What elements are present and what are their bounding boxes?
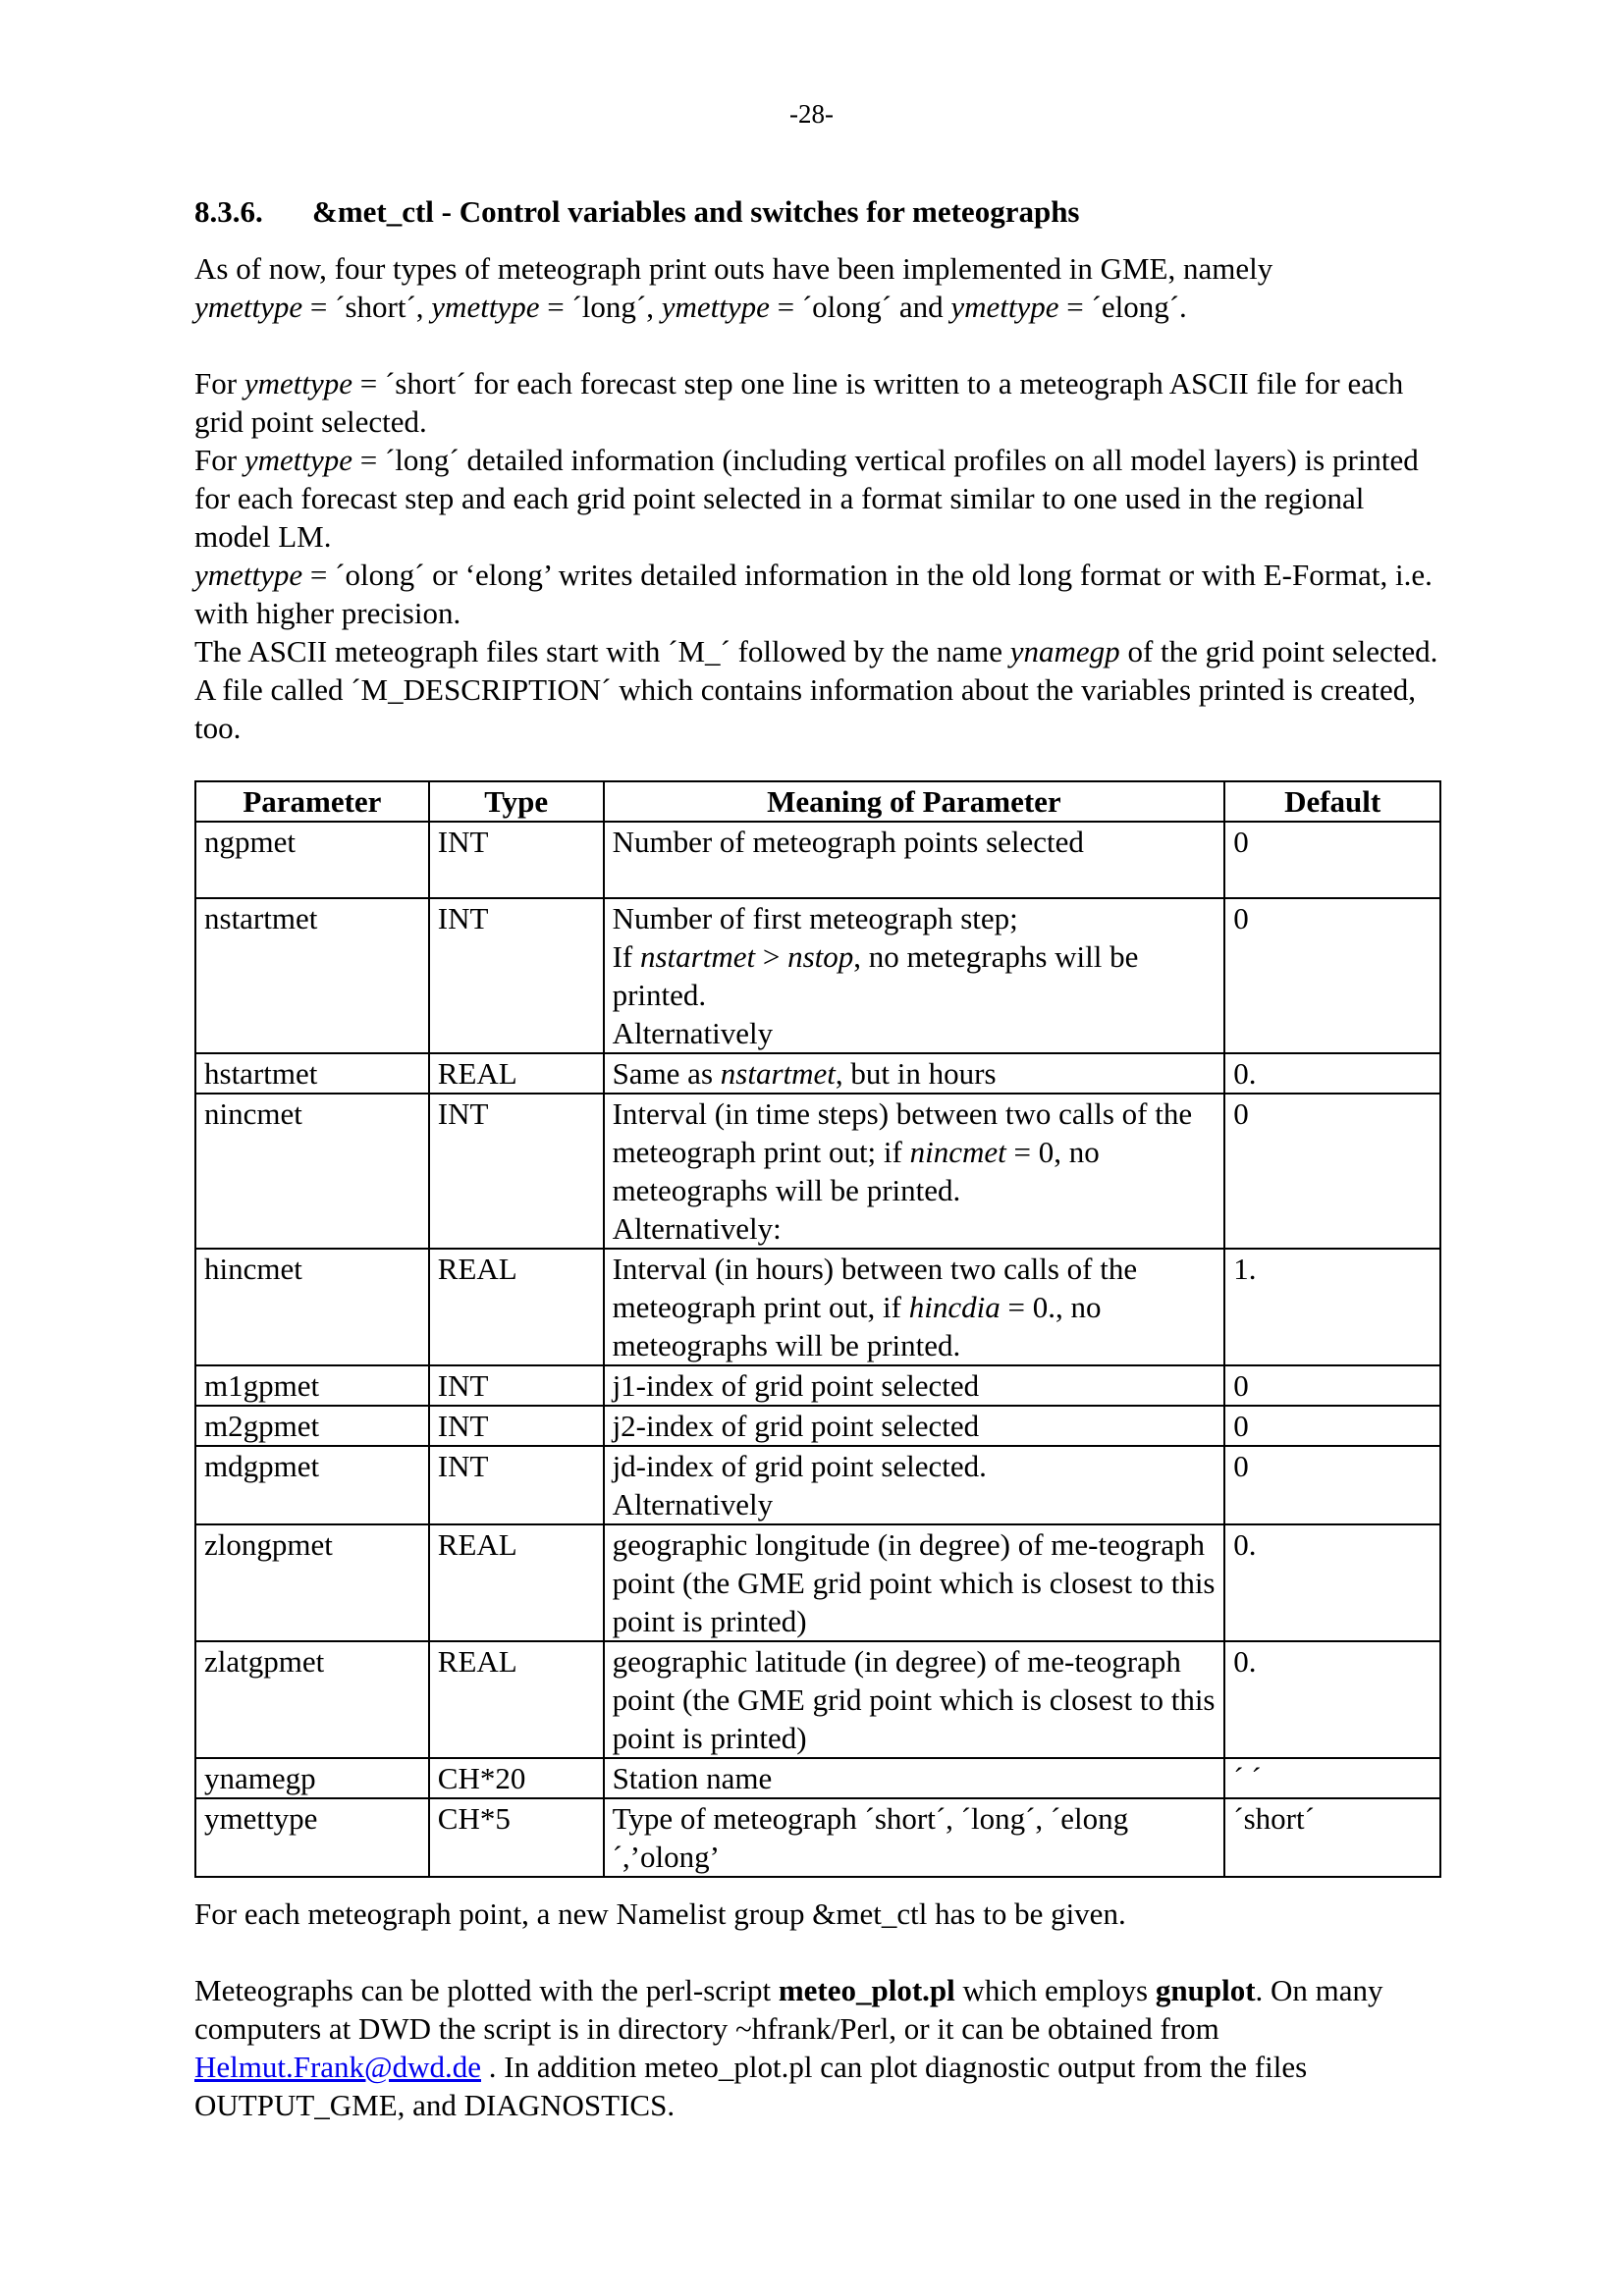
outro-p2-text: Meteographs can be plotted with the perl-script (194, 1973, 779, 2007)
default-cell: 0 (1224, 1365, 1440, 1406)
default-cell: 0. (1224, 1641, 1440, 1758)
default-cell: 0 (1224, 1094, 1440, 1249)
outro-paragraph-1: For each meteograph point, a new Namelist group &met_ctl has to be given. (194, 1896, 1126, 1931)
var-ynamegp: ynamegp (1009, 634, 1120, 668)
var-ymettype: ymettype (950, 290, 1059, 324)
meaning-text: Alternatively (612, 1487, 774, 1522)
header-default: Default (1224, 781, 1440, 822)
intro-paragraph-2 (194, 364, 1441, 441)
outro-p2-text: . On many computers at DWD the script is in directory ~hfrank/Perl, or it can be obtained from (194, 1973, 1383, 2046)
var-ymettype: ymettype (243, 443, 352, 477)
param-cell: ngpmet (195, 822, 429, 898)
meaning-text: = 0., no meteographs will be printed. (612, 1290, 1102, 1362)
table-row (195, 1406, 1440, 1446)
meaning-cell: j2-index of grid point selected (604, 1406, 1225, 1446)
intro-p1-elong: = ´elong´. (1058, 290, 1187, 324)
intro-paragraph-4 (194, 556, 1441, 632)
var-nstartmet: nstartmet (720, 1056, 836, 1091)
param-cell: ynamegp (195, 1758, 429, 1798)
parameter-table (194, 780, 1441, 1878)
var-ymettype: ymettype (431, 290, 540, 324)
script-name: meteo_plot.pl (778, 1973, 955, 2007)
param-cell: hstartmet (195, 1053, 429, 1094)
param-cell: hincmet (195, 1249, 429, 1365)
meaning-cell (604, 898, 1225, 1053)
meaning-text: If (612, 939, 640, 974)
intro-p3-pre: For (194, 443, 244, 477)
meaning-text: jd-index of grid point selected. (612, 1449, 987, 1483)
outro-paragraph-2 (194, 1971, 1441, 2124)
header-parameter: Parameter (195, 781, 429, 822)
var-ymettype: ymettype (243, 366, 352, 400)
intro-paragraph-1 (194, 249, 1441, 326)
var-nstartmet: nstartmet (639, 939, 756, 974)
intro-text (194, 249, 1441, 747)
table-row (195, 898, 1440, 1053)
intro-p1-short: = ´short´, (302, 290, 432, 324)
intro-p1-text: As of now, four types of meteograph print outs have been implemented in GME, namely (194, 251, 1273, 286)
meaning-text: Number of first meteograph step; (612, 901, 1018, 935)
meaning-text: > (755, 939, 788, 974)
meaning-cell: Type of meteograph ´short´, ´long´, ´elong´,’olong’ (604, 1798, 1225, 1877)
intro-p2-pre: For (194, 366, 244, 400)
type-cell: INT (429, 1094, 604, 1249)
meaning-cell (604, 1446, 1225, 1524)
meaning-cell (604, 1053, 1225, 1094)
meaning-cell: j1-index of grid point selected (604, 1365, 1225, 1406)
default-cell: ´ ´ (1224, 1758, 1440, 1798)
meaning-cell: geographic longitude (in degree) of me-teograph point (the GME grid point which is closest to this point is printed) (604, 1524, 1225, 1641)
default-cell: ´short´ (1224, 1798, 1440, 1877)
section-heading (194, 192, 1441, 231)
type-cell: INT (429, 1406, 604, 1446)
intro-p1-long: = ´long´, (539, 290, 662, 324)
meaning-text: Interval (in time steps) between two calls of the meteograph print out; if (612, 1096, 1193, 1169)
outro-p2-text: which employs (954, 1973, 1156, 2007)
param-cell: mdgpmet (195, 1446, 429, 1524)
page-number: -28- (789, 99, 834, 129)
intro-paragraph-3 (194, 441, 1441, 556)
meaning-text: Interval (in hours) between two calls of the meteograph print out, if (612, 1252, 1138, 1324)
intro-p2-text: = ´short´ for each forecast step one line is written to a meteograph ASCII file for each grid point selected. (194, 366, 1404, 439)
table-row (195, 1094, 1440, 1249)
type-cell: REAL (429, 1524, 604, 1641)
meaning-cell (604, 1094, 1225, 1249)
param-cell: zlatgpmet (195, 1641, 429, 1758)
table-row (195, 1446, 1440, 1524)
meaning-text: Alternatively: (612, 1211, 782, 1246)
var-ymettype: ymettype (661, 290, 770, 324)
default-cell: 0 (1224, 1406, 1440, 1446)
intro-p3-text: = ´long´ detailed information (including vertical profiles on all model layers) is printed for each forecast step and each grid point selected in a format similar to one used in the regional model LM. (194, 443, 1419, 554)
meaning-text: = 0, no meteographs will be printed. (612, 1135, 1100, 1207)
table-row (195, 1798, 1440, 1877)
meaning-text: Alternatively (612, 1016, 774, 1050)
type-cell: INT (429, 1446, 604, 1524)
var-hincdia: hincdia (908, 1290, 1001, 1324)
type-cell: INT (429, 1365, 604, 1406)
meaning-text: , but in hours (835, 1056, 997, 1091)
type-cell: CH*5 (429, 1798, 604, 1877)
table-row (195, 822, 1440, 898)
type-cell: REAL (429, 1249, 604, 1365)
type-cell: REAL (429, 1641, 604, 1758)
param-cell: m2gpmet (195, 1406, 429, 1446)
section-number: 8.3.6. (194, 194, 263, 229)
intro-p4-text: = ´olong´ or ‘elong’ writes detailed information in the old long format or with E-Format, i.e. with higher precision. (194, 558, 1433, 630)
default-cell: 1. (1224, 1249, 1440, 1365)
section-title: &met_ctl - Control variables and switches for meteographs (312, 194, 1080, 229)
type-cell: CH*20 (429, 1758, 604, 1798)
table-row (195, 1053, 1440, 1094)
param-cell: ymettype (195, 1798, 429, 1877)
intro-paragraph-5 (194, 632, 1441, 747)
header-meaning: Meaning of Parameter (604, 781, 1225, 822)
meaning-cell (604, 1249, 1225, 1365)
table-row (195, 1641, 1440, 1758)
meaning-text: , no metegraphs will be printed. (612, 939, 1139, 1012)
var-ymettype: ymettype (194, 290, 303, 324)
type-cell: INT (429, 898, 604, 1053)
meaning-text: Same as (612, 1056, 721, 1091)
outro-p2-text: . In addition meteo_plot.pl can plot diagnostic output from the files OUTPUT_GME, and DIAGNOSTICS. (194, 2050, 1308, 2122)
param-cell: nincmet (195, 1094, 429, 1249)
var-nincmet: nincmet (909, 1135, 1006, 1169)
meaning-cell: geographic latitude (in degree) of me-teograph point (the GME grid point which is closest to this point is printed) (604, 1641, 1225, 1758)
table-row (195, 1758, 1440, 1798)
default-cell: 0. (1224, 1053, 1440, 1094)
var-ymettype: ymettype (194, 558, 303, 592)
intro-p1-olong: = ´olong´ and (769, 290, 951, 324)
intro-p5-text: of the grid point selected. A file called ´M_DESCRIPTION´ which contains information about the variables printed is created, too. (194, 634, 1438, 745)
type-cell: INT (429, 822, 604, 898)
table-row (195, 1365, 1440, 1406)
email-link[interactable]: Helmut.Frank@dwd.de (194, 2050, 482, 2084)
table-row (195, 1524, 1440, 1641)
intro-p5-pre: The ASCII meteograph files start with ´M_´ followed by the name (194, 634, 1010, 668)
outro-text (194, 1895, 1441, 2124)
type-cell: REAL (429, 1053, 604, 1094)
param-cell: m1gpmet (195, 1365, 429, 1406)
meaning-cell: Number of meteograph points selected (604, 822, 1225, 898)
param-cell: nstartmet (195, 898, 429, 1053)
tool-name: gnuplot (1155, 1973, 1256, 2007)
header-type: Type (429, 781, 604, 822)
param-cell: zlongpmet (195, 1524, 429, 1641)
var-nstop: nstop (787, 939, 854, 974)
meaning-cell: Station name (604, 1758, 1225, 1798)
table-row (195, 1249, 1440, 1365)
table-header-row (195, 781, 1440, 822)
default-cell: 0 (1224, 822, 1440, 898)
default-cell: 0 (1224, 1446, 1440, 1524)
default-cell: 0. (1224, 1524, 1440, 1641)
default-cell: 0 (1224, 898, 1440, 1053)
